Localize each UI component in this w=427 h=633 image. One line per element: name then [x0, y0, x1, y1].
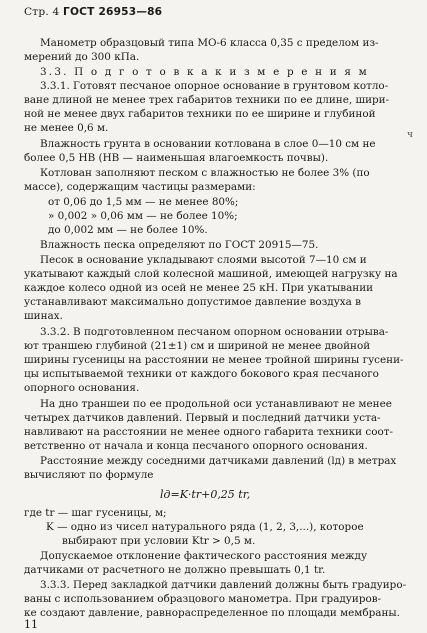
text-line: Допускаемое отклонение фактического расстояния между — [40, 550, 368, 562]
text-line: K — одно из чисел натурального ряда (1, 2, 3,...), которое — [46, 521, 364, 533]
text-line: датчиками от расчетного не должно превышать 0,1 tr. — [24, 564, 326, 576]
text-line: ваны с использованием образцового манометра. При градуиров- — [24, 593, 382, 605]
page-label: Стр. 4 — [24, 6, 60, 18]
text-line: 3.3.1. Готовят песчаное опорное основание в грунтовом котло- — [40, 80, 389, 92]
text-line: массе), содержащим частицы размерами: — [24, 181, 256, 193]
text-line: навливают на расстоянии не менее одного габарита техники соот- — [24, 426, 393, 438]
text-line: 3.3.3. Перед закладкой датчики давлений должны быть градуиро- — [40, 579, 407, 591]
page-number: 11 — [24, 618, 38, 631]
text-line: выбирают при условии Ktr > 0,5 м. — [62, 535, 256, 547]
text-line: Котлован заполняют песком с влажностью не более 3% (по — [40, 167, 370, 179]
text-line: цы испытываемой техники от каждого бокового края песчаного — [24, 368, 379, 380]
text-line: 3.3.2. В подготовленном песчаном опорном основании отрыва- — [40, 326, 389, 338]
text-line: ширины гусеницы на расстоянии не менее тройной ширины гусени- — [24, 354, 404, 366]
text-line: шинах. — [24, 310, 63, 322]
text-line: Манометр образцовый типа МО-6 класса 0,35 с пределом из- — [40, 37, 379, 49]
text-line: где tr — шаг гусеницы, м; — [24, 507, 167, 519]
text-line: не менее 0,6 м. — [24, 122, 109, 134]
text-line: четырех датчиков давлений. Первый и последний датчики уста- — [24, 412, 381, 424]
text-line: более 0,5 HВ (НВ — наименьшая влагоемкость почвы). — [24, 152, 329, 164]
text-line: Расстояние между соседними датчиками давлений (lд) в метрах — [40, 455, 397, 467]
text-line: мерений до 300 кПа. — [24, 51, 140, 63]
margin-mark: ч — [407, 130, 413, 140]
text-line: укатывают каждый слой колесной машиной, имеющей нагрузку на — [24, 268, 398, 280]
list-item: до 0,002 мм — не более 10%. — [48, 224, 208, 236]
text-line: ной не менее двух габаритов техники по ее ширине и глубиной — [24, 108, 376, 120]
page-header — [24, 6, 162, 19]
text-line: Песок в основание укладывают слоями высотой 7—10 см и — [40, 254, 367, 266]
text-line: опорного основания. — [24, 382, 140, 394]
text-line: Влажность песка определяют по ГОСТ 20915—75. — [40, 239, 319, 251]
text-line: На дно траншеи по ее продольной оси устанавливают не менее — [40, 398, 392, 410]
text-line: ветственно от начала и конца песчаного опорного основания. — [24, 440, 368, 452]
text-line: ке создают давление, равнораспределенное по площади мембраны. — [24, 607, 400, 619]
text-line: каждое колесо одной из осей не менее 25 кН. При укатывании — [24, 282, 374, 294]
list-item: » 0,002 » 0,06 мм — не более 10%; — [48, 210, 238, 222]
text-line: ют траншею глубиной (21±1) см и шириной не менее двойной — [24, 340, 371, 352]
document-id: ГОСТ 26953—86 — [63, 6, 163, 18]
list-item: от 0,06 до 1,5 мм — не менее 80%; — [48, 196, 239, 208]
text-line: вычисляют по формуле — [24, 469, 154, 481]
formula: lд=K·tr+0,25 tr, — [160, 488, 251, 501]
text-line: ване длиной не менее трех габаритов техники по ее длине, шири- — [24, 94, 390, 106]
section-heading: 3.3. П о д г о т о в к а к и з м е р е н и я м — [40, 66, 369, 78]
text-line: Влажность грунта в основании котлована в слое 0—10 см не — [40, 138, 376, 150]
text-line: устанавливают максимально допустимое давление воздуха в — [24, 296, 362, 308]
